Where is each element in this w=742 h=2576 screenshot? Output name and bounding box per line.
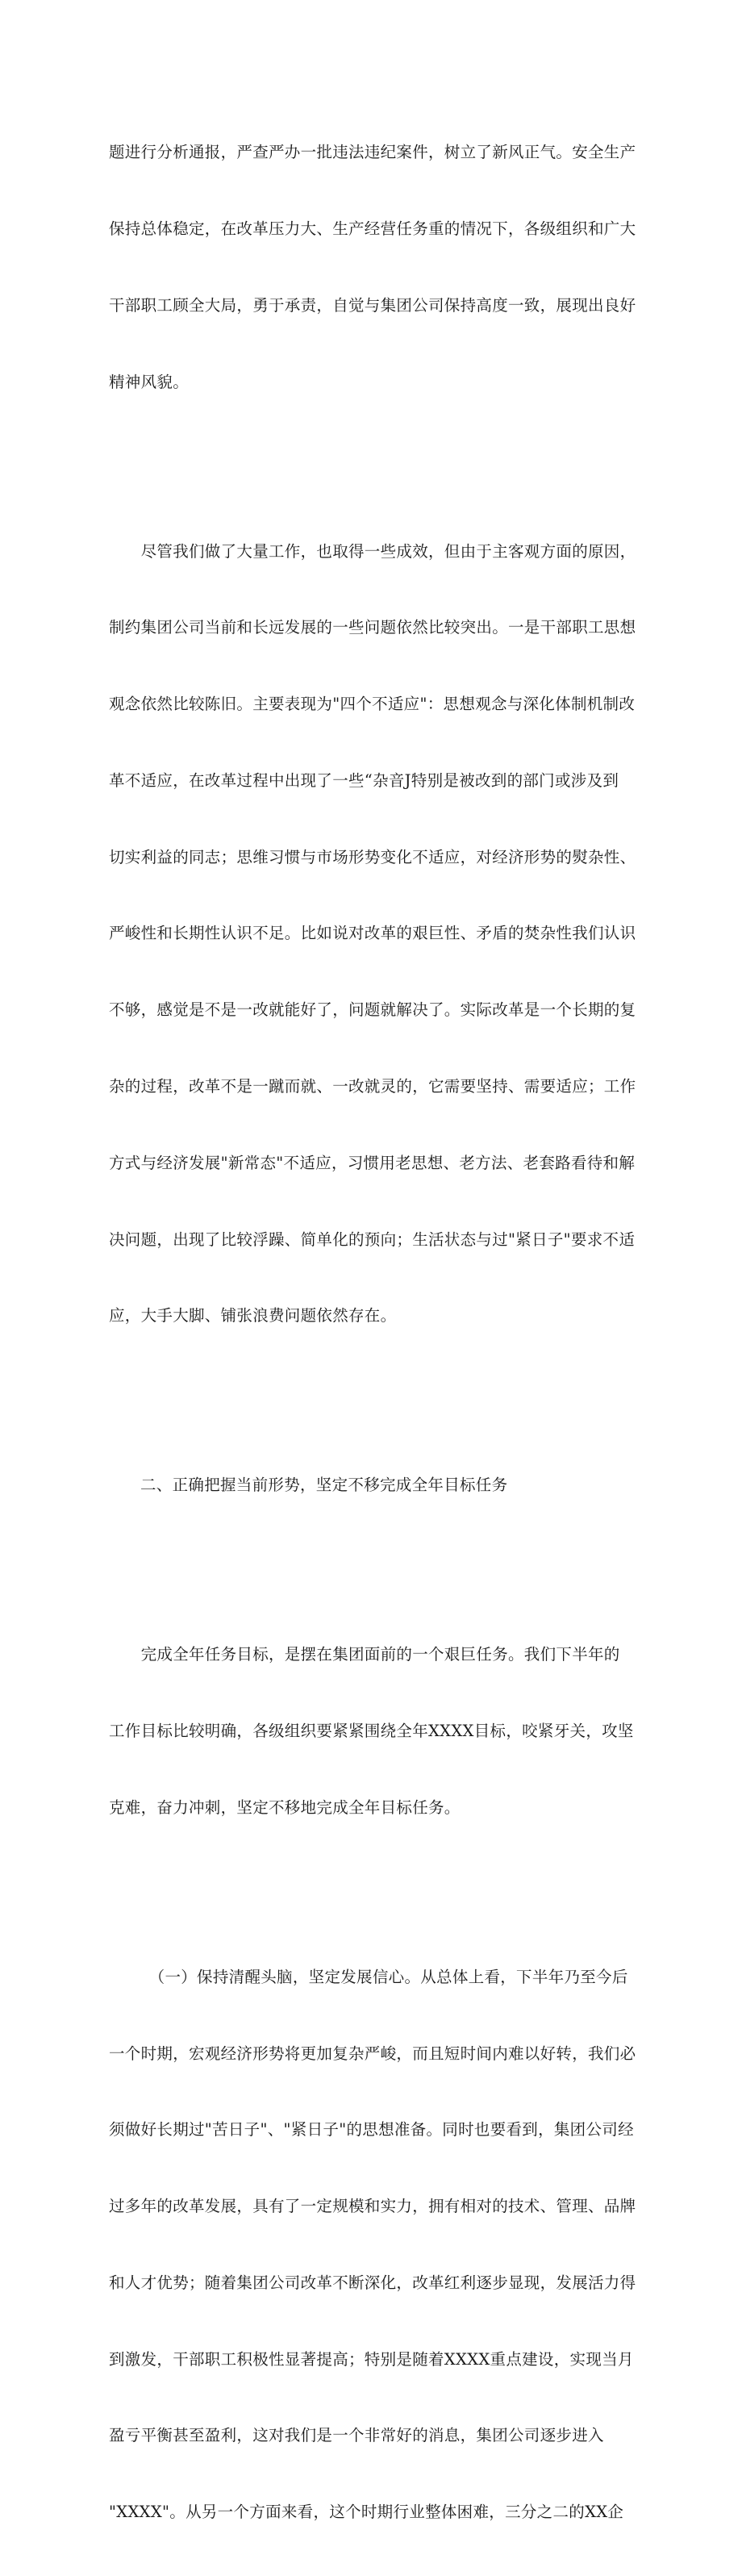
text-line: 尽管我们做了大量工作，也取得一些成效，但由于主客观方面的原因， xyxy=(109,541,636,561)
body-paragraph xyxy=(109,1914,637,2576)
text-line: "XXXX"。从另一个方面来看，这个时期行业整体困难，三分之二的XX企 xyxy=(109,2503,624,2522)
body-paragraph xyxy=(109,1591,637,1872)
text-line: 精神风貌。 xyxy=(109,372,190,391)
text-line: 到激发，干部职工积极性显著提高；特别是随着XXXX重点建设，实现当月 xyxy=(109,2349,634,2369)
text-line: 制约集团公司当前和长远发展的一些问题依然比较突出。一是干部职工思想 xyxy=(109,618,636,637)
text-line: 切实利益的同志；思维习惯与市场形势变化不适应，对经济形势的熨杂性、 xyxy=(109,847,636,866)
text-line: 严峻性和长期性认识不足。比如说对改革的艰巨性、矛盾的焚杂性我们认识 xyxy=(109,924,636,943)
text-line: 和人才优势；随着集团公司改革不断深化，改革红利逐步显现，发展活力得 xyxy=(109,2273,636,2292)
text-line: 工作目标比较明确，各级组织要紧紧围绕全年XXXX目标，咬紧牙关，攻坚 xyxy=(109,1722,634,1741)
text-line: 决问题，出现了比较浮躁、简单化的预向；生活状态与过"紧日子"要求不适 xyxy=(109,1230,636,1249)
text-line: 须做好长期过"苦日子"、"紧日子"的思想准备。同时也要看到，集团公司经 xyxy=(109,2120,634,2140)
text-line: 盈亏平衡甚至盈利，这对我们是一个非常好的消息，集团公司逐步进入 xyxy=(109,2426,604,2445)
section-heading-text: 二、正确把握当前形势，坚定不移完成全年目标任务 xyxy=(140,1476,508,1495)
text-line: 克难，奋力冲刺，坚定不移地完成全年目标任务。 xyxy=(109,1797,461,1817)
text-line: 杂的过程，改革不是一蹴而就、一改就灵的，它需要坚持、需要适应；工作 xyxy=(109,1076,636,1096)
text-line: 应，大手大脚、铺张浪费问题依然存在。 xyxy=(109,1306,397,1326)
text-line: 不够，感觉是不是一改就能好了，问题就解决了。实际改革是一个长期的复 xyxy=(109,1000,636,1020)
body-paragraph xyxy=(109,89,637,445)
text-line: 革不适应，在改革过程中出现了一些“杂音J特别是被改到的部门或涉及到 xyxy=(109,770,619,790)
text-line: 保持总体稳定，在改革压力大、生产经营任务重的情况下，各级组织和广大 xyxy=(109,219,636,238)
text-line: 题进行分析通报，严查严办一批违法违纪案件，树立了新风正气。安全生产 xyxy=(109,143,636,162)
document-page xyxy=(109,89,637,2576)
body-paragraph xyxy=(109,487,637,1380)
text-line: 干部职工顾全大局，勇于承责，自觉与集团公司保持高度一致，展现出良好 xyxy=(109,295,636,315)
section-heading xyxy=(109,1422,637,1549)
text-line: （一）保持清醒头脑，坚定发展信心。从总体上看，下半年乃至今后 xyxy=(109,1967,628,1986)
text-line: 过多年的改革发展，具有了一定规模和实力，拥有相对的技术、管理、品牌 xyxy=(109,2197,636,2216)
text-line: 一个时期，宏观经济形势将更加复杂严峻，而且短时间内难以好转，我们必 xyxy=(109,2044,636,2063)
text-line: 观念依然比较陈旧。主要表现为"四个不适应"：思想观念与深化体制机制改 xyxy=(109,695,636,714)
text-line: 方式与经济发展"新常态"不适应，习惯用老思想、老方法、老套路看待和解 xyxy=(109,1153,636,1172)
text-line: 完成全年任务目标，是摆在集团面前的一个艰巨任务。我们下半年的 xyxy=(109,1645,620,1664)
